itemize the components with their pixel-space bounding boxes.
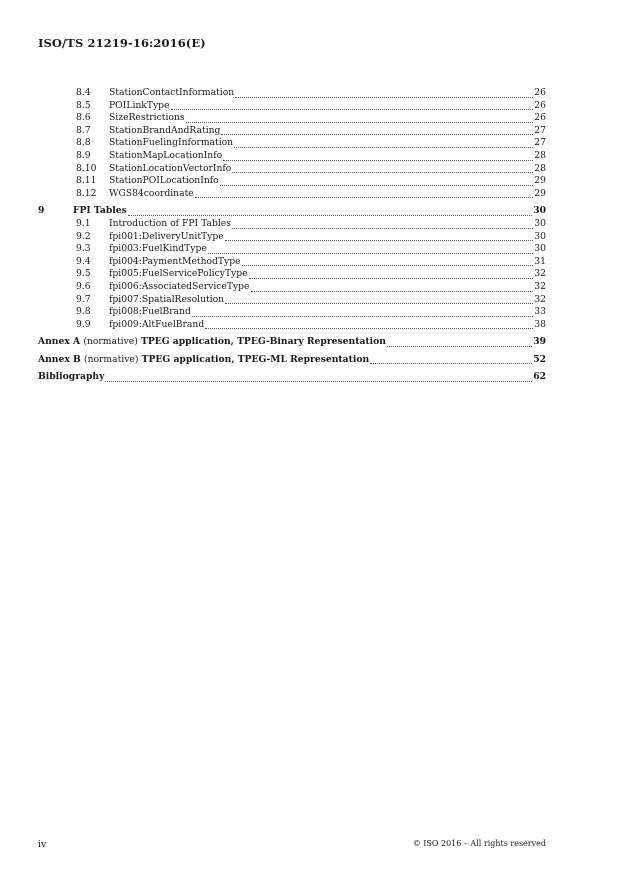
toc-entry[interactable] xyxy=(38,87,546,100)
toc-entry-title: Bibliography xyxy=(38,371,105,383)
leader-dots xyxy=(220,185,534,186)
toc-entry[interactable] xyxy=(38,100,546,113)
toc-entry-number: 9.2 xyxy=(76,230,91,242)
toc-entry-title: fpi009:AltFuelBrand xyxy=(109,318,205,330)
toc-entry-number: 9.9 xyxy=(76,318,91,330)
toc-entry-title: Introduction of FPI Tables xyxy=(109,217,231,229)
toc-entry[interactable] xyxy=(38,306,546,319)
toc-entry-number: 9.1 xyxy=(76,217,91,229)
toc-entry[interactable] xyxy=(38,268,546,281)
toc-entry-number: 8.10 xyxy=(76,162,97,174)
toc-entry-number: 8.8 xyxy=(76,137,91,149)
toc-entry[interactable] xyxy=(38,281,546,294)
toc-entry[interactable] xyxy=(38,294,546,307)
leader-dots xyxy=(251,291,534,292)
toc-entry-title: StationPOILocationInfo xyxy=(109,175,219,187)
leader-dots xyxy=(195,197,534,198)
leader-dots xyxy=(192,316,533,317)
toc-entry-page: 32 xyxy=(534,280,546,292)
toc-entry[interactable] xyxy=(38,150,546,163)
toc-entry-title: StationLocationVectorInfo xyxy=(109,162,232,174)
leader-dots xyxy=(223,160,533,161)
toc-entry[interactable] xyxy=(38,243,546,256)
leader-dots xyxy=(186,122,534,123)
toc-entry-number: 9.3 xyxy=(76,243,91,255)
toc-entry-annex-a[interactable] xyxy=(38,336,546,349)
toc-entry-number: 8.12 xyxy=(76,187,97,199)
leader-dots xyxy=(128,215,532,216)
toc-entry-page: 27 xyxy=(534,124,546,136)
leader-dots xyxy=(242,265,534,266)
leader-dots xyxy=(370,363,532,364)
toc-entry-section-9[interactable] xyxy=(38,205,546,218)
leader-dots xyxy=(205,328,533,329)
toc-entry-title: fpi007:SpatialResolution xyxy=(109,293,225,305)
toc-entry-page: 26 xyxy=(534,112,546,124)
toc-entry[interactable] xyxy=(38,188,546,201)
page-number: iv xyxy=(38,839,47,850)
toc-entry-number: 8.4 xyxy=(76,87,91,98)
toc-entry-number: 9.7 xyxy=(76,293,91,305)
annex-label: Annex A xyxy=(38,336,81,348)
leader-dots xyxy=(232,172,533,173)
toc-entry-page: 38 xyxy=(534,318,546,330)
toc-entry-page: 28 xyxy=(534,162,546,174)
toc-entry-page: 26 xyxy=(534,87,546,98)
leader-dots xyxy=(232,228,533,229)
annex-qualifier: (normative) xyxy=(83,353,139,365)
leader-dots xyxy=(235,97,533,98)
annex-label: Annex B xyxy=(38,353,81,365)
toc-entry-page: 27 xyxy=(534,137,546,149)
toc-entry-number: 9.4 xyxy=(76,255,91,267)
toc-entry-number: 9 xyxy=(38,205,45,217)
annex-title: TPEG application, TPEG-ML Representation xyxy=(141,353,370,365)
toc-entry-page: 29 xyxy=(534,187,546,199)
annex-title: TPEG application, TPEG-Binary Representation xyxy=(141,336,386,348)
toc-entry[interactable] xyxy=(38,125,546,138)
toc-entry-page: 28 xyxy=(534,149,546,161)
toc-entry-number: 8.11 xyxy=(76,175,97,187)
leader-dots xyxy=(225,240,534,241)
toc-entry[interactable] xyxy=(38,231,546,244)
toc-entry-title: StationFuelingInformation xyxy=(109,137,234,149)
copyright-notice: © ISO 2016 – All rights reserved xyxy=(412,839,546,848)
toc-entry-number: 9.8 xyxy=(76,306,91,318)
toc-entry-title: fpi008:FuelBrand xyxy=(109,306,191,318)
annex-qualifier: (normative) xyxy=(83,336,138,348)
toc-entry-page: 33 xyxy=(534,306,546,318)
toc-entry-page: 39 xyxy=(533,336,546,348)
toc-entry-title: POILinkType xyxy=(109,99,170,111)
toc-entry-number: 9.5 xyxy=(76,268,91,280)
toc-entry-page: 29 xyxy=(534,175,546,187)
leader-dots xyxy=(208,253,534,254)
toc-entry-title xyxy=(38,354,369,367)
section-9-entries xyxy=(38,218,546,331)
toc-entry-page: 30 xyxy=(534,217,546,229)
toc-entry-title: WGS84coordinate xyxy=(109,187,194,199)
toc-entry[interactable] xyxy=(38,256,546,269)
toc-entry-page: 31 xyxy=(534,255,546,267)
leader-dots xyxy=(105,381,532,382)
toc-entry-title: SizeRestrictions xyxy=(109,112,185,124)
toc-entry[interactable] xyxy=(38,112,546,125)
toc-entry-page: 30 xyxy=(533,205,546,217)
toc-entry-page: 26 xyxy=(534,99,546,111)
toc-entry-number: 9.6 xyxy=(76,280,91,292)
toc-entry-title: StationBrandAndRating xyxy=(109,124,221,136)
toc-entry-title: fpi004:PaymentMethodType xyxy=(109,255,241,267)
toc-entry-number: 8.5 xyxy=(76,99,91,111)
leader-dots xyxy=(221,134,533,135)
toc-entry-title: fpi005:FuelServicePolicyType xyxy=(109,268,248,280)
leader-dots xyxy=(171,109,534,110)
toc-entry-title: StationMapLocationInfo xyxy=(109,149,223,161)
toc-entry-page: 52 xyxy=(533,353,546,365)
document-id-header: ISO/TS 21219-16:2016(E) xyxy=(38,36,206,50)
toc-entry-number: 8.6 xyxy=(76,112,91,124)
toc-entry[interactable] xyxy=(38,218,546,231)
toc-entry-title: fpi001:DeliveryUnitType xyxy=(109,230,224,242)
toc-entry-title: FPI Tables xyxy=(73,205,127,217)
toc-entry[interactable] xyxy=(38,175,546,188)
table-of-contents xyxy=(38,87,546,384)
toc-entry-number: 8.7 xyxy=(76,124,91,136)
toc-entry[interactable] xyxy=(38,163,546,176)
toc-entry[interactable] xyxy=(38,319,546,332)
leader-dots xyxy=(225,303,533,304)
leader-dots xyxy=(249,278,534,279)
toc-entry-page: 62 xyxy=(533,371,546,383)
section-8-entries xyxy=(38,87,546,200)
toc-entry-annex-b[interactable] xyxy=(38,354,546,367)
toc-entry-title xyxy=(38,336,386,349)
toc-entry-page: 32 xyxy=(534,293,546,305)
toc-entry[interactable] xyxy=(38,137,546,150)
toc-entry-page: 32 xyxy=(534,268,546,280)
toc-entry-title: StationContactInformation xyxy=(109,87,235,98)
toc-entry-page: 30 xyxy=(534,230,546,242)
toc-entry-title: fpi003:FuelKindType xyxy=(109,243,207,255)
toc-entry-bibliography[interactable] xyxy=(38,371,546,384)
toc-entry-number: 8.9 xyxy=(76,149,91,161)
toc-entry-title: fpi006:AssociatedServiceType xyxy=(109,280,250,292)
leader-dots xyxy=(234,147,533,148)
toc-entry-page: 30 xyxy=(534,243,546,255)
leader-dots xyxy=(387,346,532,347)
